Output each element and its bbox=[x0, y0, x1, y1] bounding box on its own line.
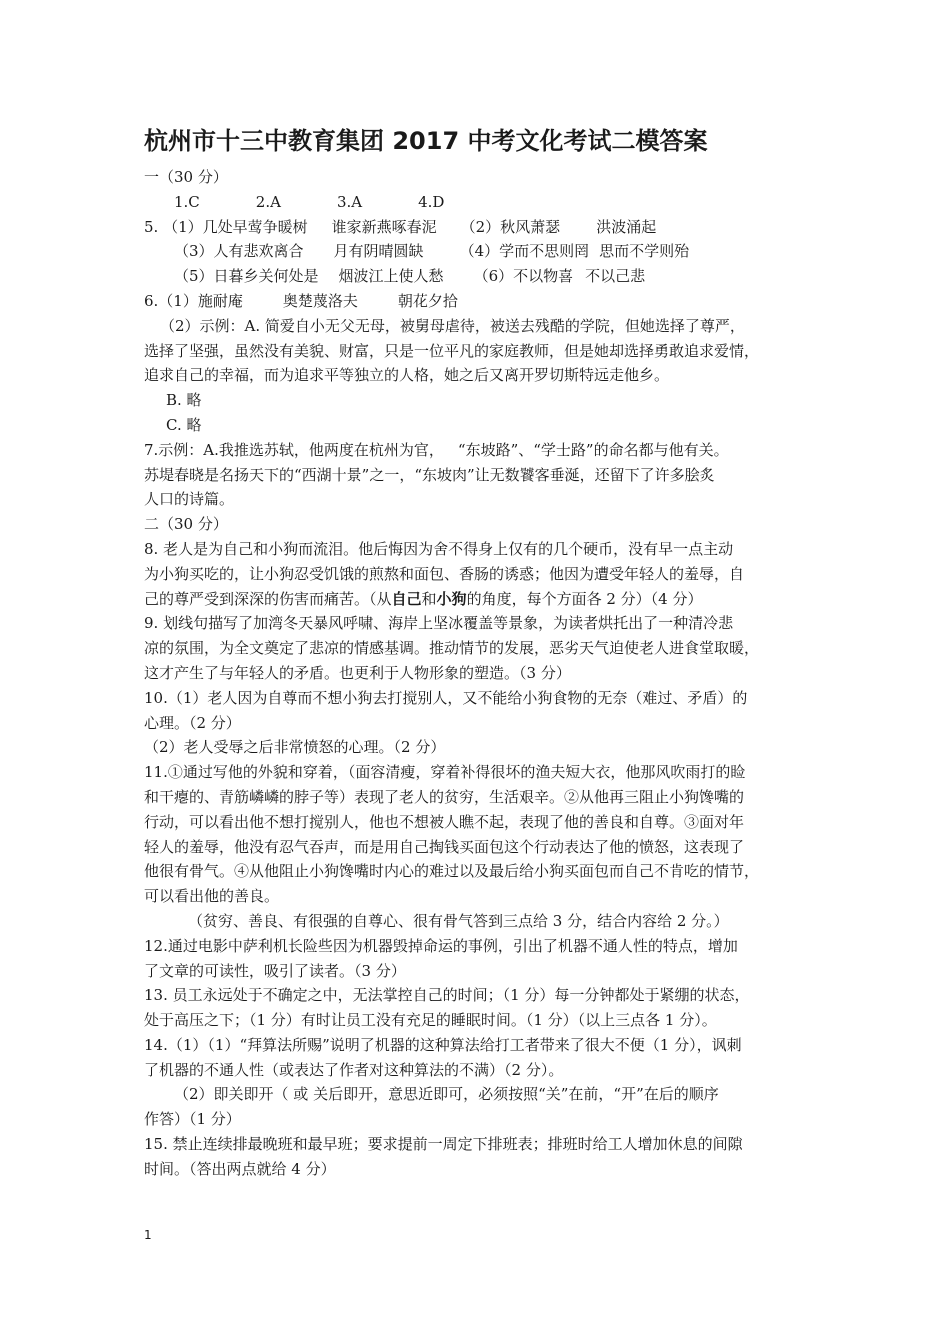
answer-text: 8. 老人是为自己和小狗而流泪。他后悔因为舍不得身上仅有的几个硬币，没有早一点主动 bbox=[144, 539, 734, 558]
answer-text: （5）日暮乡关何处是 bbox=[174, 267, 319, 286]
answer-text: （2）秋风萧瑟 bbox=[460, 217, 561, 236]
answer-text: 2.A bbox=[255, 192, 281, 211]
answer-text: 1.C bbox=[174, 192, 200, 211]
answer-text: 一（30 分） bbox=[144, 168, 228, 186]
answer-text: 15. 禁止连续排最晚班和最早班；要求提前一周定下排班表；排班时给工人增加休息的间隙 bbox=[144, 1135, 743, 1154]
answer-line-q5-b bbox=[144, 239, 814, 264]
answer-line-q7-a bbox=[144, 438, 814, 463]
answer-text: 自己 bbox=[391, 589, 422, 608]
answer-text: 和干瘪的、青筋嶙嶙的脖子等）表现了老人的贫穷，生活艰辛。②从他再三阻止小狗馋嘴的 bbox=[144, 787, 745, 806]
answer-text: 思而不学则殆 bbox=[599, 242, 690, 261]
answer-line-q11-b bbox=[144, 785, 814, 810]
answer-text: 己的尊严受到深深的伤害而痛苦。（从 bbox=[144, 589, 392, 608]
answer-line-q11-a bbox=[144, 760, 814, 785]
answer-line-q8-b bbox=[144, 562, 814, 587]
answer-text: 14.（1）（1）“拜算法所赐”说明了机器的这种算法给打工者带来了很大不便（1 分），讽刺 bbox=[144, 1035, 742, 1054]
answer-line-q9-a bbox=[144, 611, 814, 636]
answer-text: 7.示例：A.我推选苏轼，他两度在杭州为官， bbox=[144, 440, 444, 459]
answer-line-q15-b bbox=[144, 1157, 814, 1182]
answer-line-q10-b bbox=[144, 711, 814, 736]
answer-text: 行动，可以看出他不想打搅别人，他也不想被人瞧不起，表现了他的善良和自尊。③面对年 bbox=[144, 812, 745, 831]
answer-text: 5. （1）几处早莺争暖树 bbox=[144, 217, 308, 236]
answer-text: （3）人有悲欢离合 bbox=[174, 242, 304, 261]
answer-text: 轻人的羞辱，他没有忍气吞声，而是用自己掏钱买面包这个行动表达了他的愤怒，这表现了 bbox=[144, 837, 745, 856]
answer-line-q6-2c bbox=[144, 363, 814, 388]
answer-text: 和 bbox=[421, 589, 437, 608]
answer-text: 他很有骨气。④从他阻止小狗馋嘴时内心的难过以及最后给小狗买面包而自己不肯吃的情节， bbox=[144, 862, 760, 881]
answer-text: 选择了坚强，虽然没有美貌、财富，只是一位平凡的家庭教师，但是她却选择勇敢追求爱情， bbox=[144, 341, 760, 360]
answer-line-q9-c bbox=[144, 661, 814, 686]
answer-line-q11-g bbox=[144, 909, 814, 934]
answer-line-q14-d bbox=[144, 1107, 814, 1132]
answer-line-q7-c bbox=[144, 487, 814, 512]
answer-text: （2）即关即开（ 或 关后即开，意思近即可，必须按照“关”在前，“开”在后的顺序 bbox=[174, 1085, 719, 1104]
page-number: 1 bbox=[144, 1228, 152, 1242]
answer-text: （2）老人受辱之后非常愤怒的心理。（2 分） bbox=[144, 738, 446, 757]
answer-text: 追求自己的幸福，而为追求平等独立的人格，她之后又离开罗切斯特远走他乡。 bbox=[144, 366, 670, 385]
answer-line-q13-a bbox=[144, 983, 814, 1008]
answer-text: 9. 划线句描写了加湾冬天暴风呼啸、海岸上坚冰覆盖等景象，为读者烘托出了一种清冷悲 bbox=[144, 614, 734, 633]
answer-text: 小狗 bbox=[436, 589, 467, 608]
answer-line-q8-a bbox=[144, 537, 814, 562]
answer-line-q6-2b bbox=[144, 339, 814, 364]
answer-text: 谁家新燕啄春泥 bbox=[331, 217, 437, 236]
answer-line-q15-a bbox=[144, 1132, 814, 1157]
answer-text: 朝花夕拾 bbox=[397, 291, 458, 310]
answer-line-q10-c bbox=[144, 735, 814, 760]
answer-text: 了机器的不通人性（或表达了作者对这种算法的不满）（2 分）。 bbox=[144, 1060, 564, 1079]
page-title: 杭州市十三中教育集团 2017 中考文化考试二模答案 bbox=[144, 127, 708, 155]
answer-text: （2）示例：A. 简爱自小无父无母，被舅母虐待，被送去残酷的学院，但她选择了尊严， bbox=[160, 316, 745, 335]
answer-text: 可以看出他的善良。 bbox=[144, 887, 280, 906]
answer-text: 这才产生了与年轻人的矛盾。也更利于人物形象的塑造。（3 分） bbox=[144, 663, 571, 682]
answer-text: C. 略 bbox=[166, 415, 202, 434]
answer-text: 人口的诗篇。 bbox=[144, 490, 235, 509]
answer-line-q11-e bbox=[144, 859, 814, 884]
answer-text: 洪波涌起 bbox=[596, 217, 657, 236]
answer-text: “东坡路”、“学士路”的命名都与他有关。 bbox=[457, 440, 729, 459]
answer-text: 烟波江上使人愁 bbox=[338, 267, 444, 286]
answer-text: 的角度，每个方面各 2 分）（4 分） bbox=[466, 589, 703, 608]
answer-text: 了文章的可读性，吸引了读者。（3 分） bbox=[144, 961, 406, 980]
answer-text: 苏堤春晓是名扬天下的“西湖十景”之一，“东坡肉”让无数饕客垂涎，还留下了许多脍炙 bbox=[144, 465, 715, 484]
answer-text: 12.通过电影中萨利机长险些因为机器毁掉命运的事例，引出了机器不通人性的特点，增加 bbox=[144, 936, 738, 955]
answer-line-q11-c bbox=[144, 810, 814, 835]
answer-line-s1-head bbox=[144, 165, 814, 190]
answer-text: 月有阴晴圆缺 bbox=[333, 242, 424, 261]
answer-line-q12-a bbox=[144, 934, 814, 959]
answer-line-s2-head bbox=[144, 512, 814, 537]
answer-line-q6-c bbox=[144, 413, 814, 438]
answer-line-q6-2a bbox=[144, 314, 814, 339]
answer-text: 奥楚蔑洛夫 bbox=[282, 291, 358, 310]
answer-line-q11-f bbox=[144, 884, 814, 909]
answer-text: 13. 员工永远处于不确定之中，无法掌控自己的时间；（1 分）每一分钟都处于紧绷的状态， bbox=[144, 986, 750, 1005]
answer-text: 凉的氛围，为全文奠定了悲凉的情感基调。推动情节的发展，恶劣天气迫使老人进食堂取暖， bbox=[144, 639, 760, 658]
answer-line-q5-c bbox=[144, 264, 814, 289]
answer-text: 心理。（2 分） bbox=[144, 713, 241, 732]
answer-line-q14-c bbox=[144, 1082, 814, 1107]
answer-text: 4.D bbox=[418, 192, 445, 211]
answer-line-q14-b bbox=[144, 1058, 814, 1083]
answer-text: （贫穷、善良、有很强的自尊心、很有骨气答到三点给 3 分，结合内容给 2 分。） bbox=[188, 911, 729, 930]
answer-text: 6.（1）施耐庵 bbox=[144, 291, 243, 310]
answer-text: 10.（1）老人因为自尊而不想小狗去打搅别人，又不能给小狗食物的无奈（难过、矛盾）的 bbox=[144, 688, 748, 707]
answer-line-q14-a bbox=[144, 1033, 814, 1058]
answer-line-q7-b bbox=[144, 463, 814, 488]
answer-text: 作答）（1 分） bbox=[144, 1110, 241, 1129]
answer-text: 11.①通过写他的外貌和穿着，（面容清瘦，穿着补得很坏的渔夫短大衣，他那风吹雨打的睑 bbox=[144, 763, 746, 782]
answer-line-q11-d bbox=[144, 835, 814, 860]
answer-line-q8-c bbox=[144, 587, 814, 612]
answer-line-q6-1 bbox=[144, 289, 814, 314]
answer-line-q1-4 bbox=[144, 190, 814, 215]
answer-line-q10-a bbox=[144, 686, 814, 711]
answer-line-q6-b bbox=[144, 388, 814, 413]
answer-line-q12-b bbox=[144, 959, 814, 984]
answer-text: 不以己悲 bbox=[585, 267, 646, 286]
answer-text: B. 略 bbox=[166, 391, 202, 410]
answer-line-q13-b bbox=[144, 1008, 814, 1033]
answer-text: （6）不以物喜 bbox=[473, 267, 574, 286]
answer-text: 3.A bbox=[336, 192, 363, 211]
answer-text: 二（30 分） bbox=[144, 515, 228, 534]
answer-text: 处于高压之下；（1 分）有时让员工没有充足的睡眠时间。（1 分）（以上三点各 1 分）。 bbox=[144, 1011, 717, 1030]
answer-text: 时间。（答出两点就给 4 分） bbox=[144, 1159, 336, 1178]
answer-text: 为小狗买吃的，让小狗忍受饥饿的煎熬和面包、香肠的诱惑；他因为遭受年轻人的羞辱，自 bbox=[144, 564, 745, 583]
answer-body bbox=[144, 165, 814, 1182]
answer-line-q9-b bbox=[144, 636, 814, 661]
answer-line-q5-a bbox=[144, 215, 814, 240]
answer-text: （4）学而不思则罔 bbox=[459, 242, 590, 261]
